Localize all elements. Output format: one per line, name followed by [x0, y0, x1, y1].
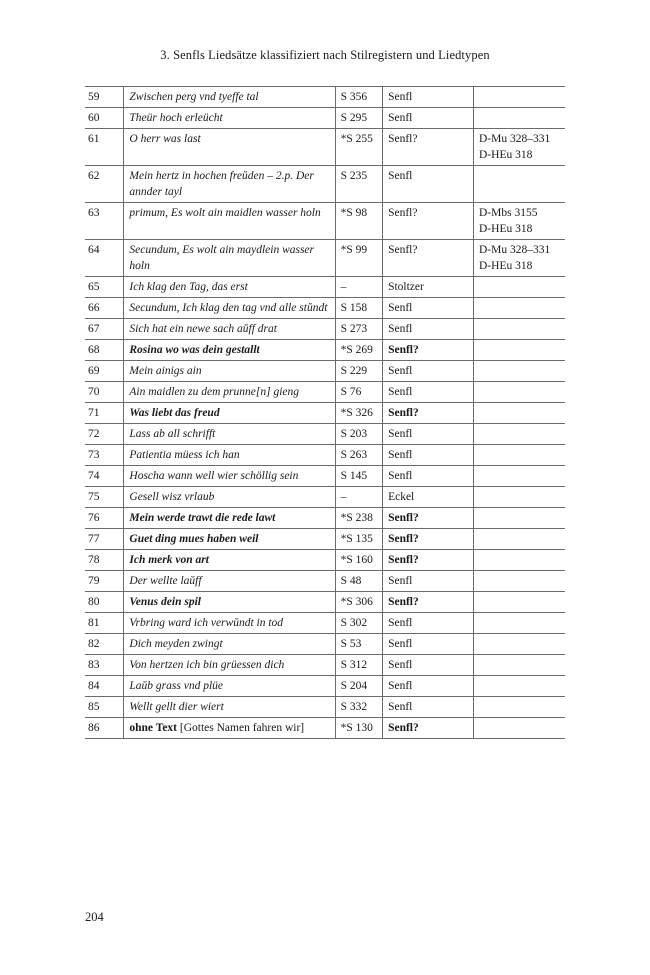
- catalogue-number: *S 269: [335, 340, 382, 361]
- composer: Senfl: [383, 655, 474, 676]
- composer: Senfl: [383, 108, 474, 129]
- running-head: 3. Senfls Liedsätze klassifiziert nach Stilregistern und Liedtypen: [160, 48, 490, 62]
- composer: Senfl?: [383, 529, 474, 550]
- song-title: Mein ainigs ain: [124, 361, 335, 382]
- table-row: [85, 529, 565, 550]
- source-siglum: D-Mbs 3155: [479, 207, 538, 219]
- sources: [474, 382, 566, 403]
- sources: [474, 592, 566, 613]
- song-title: Hoscha wann well wier schöllig sein: [124, 466, 335, 487]
- song-title: Secundum, Ich klag den tag vnd alle stŭndt: [124, 298, 335, 319]
- song-title-bold-part: ohne Text: [129, 722, 178, 734]
- row-number: 74: [85, 466, 124, 487]
- song-title: Laŭb grass vnd plüe: [124, 676, 335, 697]
- song-title: Zwischen perg vnd tyeffe tal: [124, 87, 335, 108]
- catalogue-number: S 273: [335, 319, 382, 340]
- row-number: 80: [85, 592, 124, 613]
- song-title: O herr was last: [124, 129, 335, 166]
- row-number: 60: [85, 108, 124, 129]
- catalogue-number: –: [335, 277, 382, 298]
- catalogue-number: *S 98: [335, 203, 382, 240]
- song-title: Wellt gellt dier wiert: [124, 697, 335, 718]
- song-title: Venus dein spil: [124, 592, 335, 613]
- song-title: Ain maidlen zu dem prunne[n] gieng: [124, 382, 335, 403]
- composer: Senfl: [383, 676, 474, 697]
- sources: [474, 129, 566, 166]
- catalogue-number: *S 135: [335, 529, 382, 550]
- row-number: 76: [85, 508, 124, 529]
- row-number: 68: [85, 340, 124, 361]
- row-number: 69: [85, 361, 124, 382]
- song-title: Rosina wo was dein gestallt: [124, 340, 335, 361]
- table-row: [85, 571, 565, 592]
- composer: Senfl: [383, 634, 474, 655]
- song-title: Ich klag den Tag, das erst: [124, 277, 335, 298]
- sources: [474, 445, 566, 466]
- table-row: [85, 203, 565, 240]
- table-row: [85, 240, 565, 277]
- composer: Eckel: [383, 487, 474, 508]
- row-number: 59: [85, 87, 124, 108]
- table-row: [85, 634, 565, 655]
- song-title: Lass ab all schrifft: [124, 424, 335, 445]
- table-row: [85, 613, 565, 634]
- song-title: primum, Es wolt ain maidlen wasser holn: [124, 203, 335, 240]
- sources: [474, 240, 566, 277]
- row-number: 84: [85, 676, 124, 697]
- sources: [474, 529, 566, 550]
- composer: Senfl: [383, 571, 474, 592]
- table-row: [85, 298, 565, 319]
- catalogue-number: S 235: [335, 166, 382, 203]
- row-number: 85: [85, 697, 124, 718]
- source-siglum: D-HEu 318: [479, 149, 533, 161]
- table-row: [85, 340, 565, 361]
- source-siglum: D-HEu 318: [479, 260, 533, 272]
- table-row: [85, 277, 565, 298]
- row-number: 64: [85, 240, 124, 277]
- song-table: [85, 86, 565, 739]
- row-number: 63: [85, 203, 124, 240]
- catalogue-number: S 53: [335, 634, 382, 655]
- row-number: 62: [85, 166, 124, 203]
- composer: Senfl: [383, 445, 474, 466]
- catalogue-number: S 332: [335, 697, 382, 718]
- catalogue-number: *S 130: [335, 718, 382, 739]
- song-title: Theür hoch erleücht: [124, 108, 335, 129]
- row-number: 77: [85, 529, 124, 550]
- table-row: [85, 466, 565, 487]
- catalogue-number: S 295: [335, 108, 382, 129]
- song-title: Guet ding mues haben weil: [124, 529, 335, 550]
- catalogue-number: *S 99: [335, 240, 382, 277]
- composer: Senfl: [383, 87, 474, 108]
- sources: [474, 697, 566, 718]
- row-number: 82: [85, 634, 124, 655]
- sources: [474, 508, 566, 529]
- composer: Senfl?: [383, 592, 474, 613]
- page-number: 204: [85, 910, 104, 924]
- composer: Senfl?: [383, 508, 474, 529]
- composer: Senfl: [383, 319, 474, 340]
- sources: [474, 550, 566, 571]
- sources: [474, 718, 566, 739]
- composer: Senfl: [383, 424, 474, 445]
- row-number: 65: [85, 277, 124, 298]
- row-number: 79: [85, 571, 124, 592]
- song-title: Vrbring ward ich verwŭndt in tod: [124, 613, 335, 634]
- song-title: Sich hat ein newe sach aŭff drat: [124, 319, 335, 340]
- row-number: 78: [85, 550, 124, 571]
- row-number: 66: [85, 298, 124, 319]
- song-title: Secundum, Es wolt ain maydlein wasser holn: [124, 240, 335, 277]
- song-title: Mein werde trawt die rede lawt: [124, 508, 335, 529]
- catalogue-number: *S 326: [335, 403, 382, 424]
- source-siglum: D-Mu 328–331: [479, 244, 551, 256]
- song-title: Patientia müess ich han: [124, 445, 335, 466]
- sources: [474, 298, 566, 319]
- row-number: 83: [85, 655, 124, 676]
- catalogue-number: *S 255: [335, 129, 382, 166]
- song-title: [124, 718, 335, 739]
- sources: [474, 277, 566, 298]
- table-row: [85, 655, 565, 676]
- composer: Senfl?: [383, 240, 474, 277]
- composer: Senfl: [383, 166, 474, 203]
- row-number: 72: [85, 424, 124, 445]
- sources: [474, 424, 566, 445]
- table-row: [85, 108, 565, 129]
- composer: Senfl?: [383, 718, 474, 739]
- catalogue-number: *S 160: [335, 550, 382, 571]
- table-row: [85, 592, 565, 613]
- row-number: 73: [85, 445, 124, 466]
- song-title: Was liebt das freud: [124, 403, 335, 424]
- table-row: [85, 676, 565, 697]
- table-row: [85, 166, 565, 203]
- composer: Senfl?: [383, 340, 474, 361]
- sources: [474, 166, 566, 203]
- composer: Senfl?: [383, 403, 474, 424]
- composer: Senfl: [383, 298, 474, 319]
- sources: [474, 361, 566, 382]
- sources: [474, 634, 566, 655]
- composer: Senfl: [383, 613, 474, 634]
- song-title-bracketed-part: [Gottes Namen fahren wir]: [177, 722, 305, 734]
- composer: Senfl?: [383, 129, 474, 166]
- sources: [474, 340, 566, 361]
- catalogue-number: *S 238: [335, 508, 382, 529]
- table-row: [85, 129, 565, 166]
- song-title: Von hertzen ich bin grüessen dich: [124, 655, 335, 676]
- table-row: [85, 697, 565, 718]
- sources: [474, 319, 566, 340]
- table-row: [85, 403, 565, 424]
- table-row: [85, 87, 565, 108]
- song-title: Der wellte laŭff: [124, 571, 335, 592]
- row-number: 81: [85, 613, 124, 634]
- table-row: [85, 718, 565, 739]
- source-siglum: D-Mu 328–331: [479, 133, 551, 145]
- composer: Senfl: [383, 382, 474, 403]
- row-number: 70: [85, 382, 124, 403]
- song-title: Mein hertz in hochen freŭden – 2.p. Der annder tayl: [124, 166, 335, 203]
- row-number: 86: [85, 718, 124, 739]
- sources: [474, 487, 566, 508]
- table-row: [85, 319, 565, 340]
- sources: [474, 403, 566, 424]
- catalogue-number: S 263: [335, 445, 382, 466]
- sources: [474, 466, 566, 487]
- table-row: [85, 382, 565, 403]
- catalogue-number: *S 306: [335, 592, 382, 613]
- composer: Senfl: [383, 361, 474, 382]
- catalogue-number: S 48: [335, 571, 382, 592]
- sources: [474, 655, 566, 676]
- catalogue-number: S 203: [335, 424, 382, 445]
- catalogue-number: S 302: [335, 613, 382, 634]
- composer: Senfl?: [383, 550, 474, 571]
- composer: Senfl: [383, 697, 474, 718]
- song-title: Dich meyden zwingt: [124, 634, 335, 655]
- composer: Stoltzer: [383, 277, 474, 298]
- sources: [474, 613, 566, 634]
- song-title: Ich merk von art: [124, 550, 335, 571]
- catalogue-number: S 229: [335, 361, 382, 382]
- table-row: [85, 550, 565, 571]
- table-row: [85, 508, 565, 529]
- row-number: 67: [85, 319, 124, 340]
- table-row: [85, 361, 565, 382]
- composer: Senfl: [383, 466, 474, 487]
- row-number: 75: [85, 487, 124, 508]
- catalogue-number: S 76: [335, 382, 382, 403]
- row-number: 71: [85, 403, 124, 424]
- catalogue-number: S 204: [335, 676, 382, 697]
- catalogue-number: S 158: [335, 298, 382, 319]
- composer: Senfl?: [383, 203, 474, 240]
- sources: [474, 87, 566, 108]
- song-table-body: [85, 87, 565, 739]
- catalogue-number: S 312: [335, 655, 382, 676]
- table-row: [85, 487, 565, 508]
- song-title: Gesell wisz vrlaub: [124, 487, 335, 508]
- catalogue-number: S 145: [335, 466, 382, 487]
- row-number: 61: [85, 129, 124, 166]
- sources: [474, 203, 566, 240]
- table-row: [85, 424, 565, 445]
- sources: [474, 108, 566, 129]
- catalogue-number: S 356: [335, 87, 382, 108]
- table-row: [85, 445, 565, 466]
- sources: [474, 571, 566, 592]
- catalogue-number: –: [335, 487, 382, 508]
- source-siglum: D-HEu 318: [479, 223, 533, 235]
- sources: [474, 676, 566, 697]
